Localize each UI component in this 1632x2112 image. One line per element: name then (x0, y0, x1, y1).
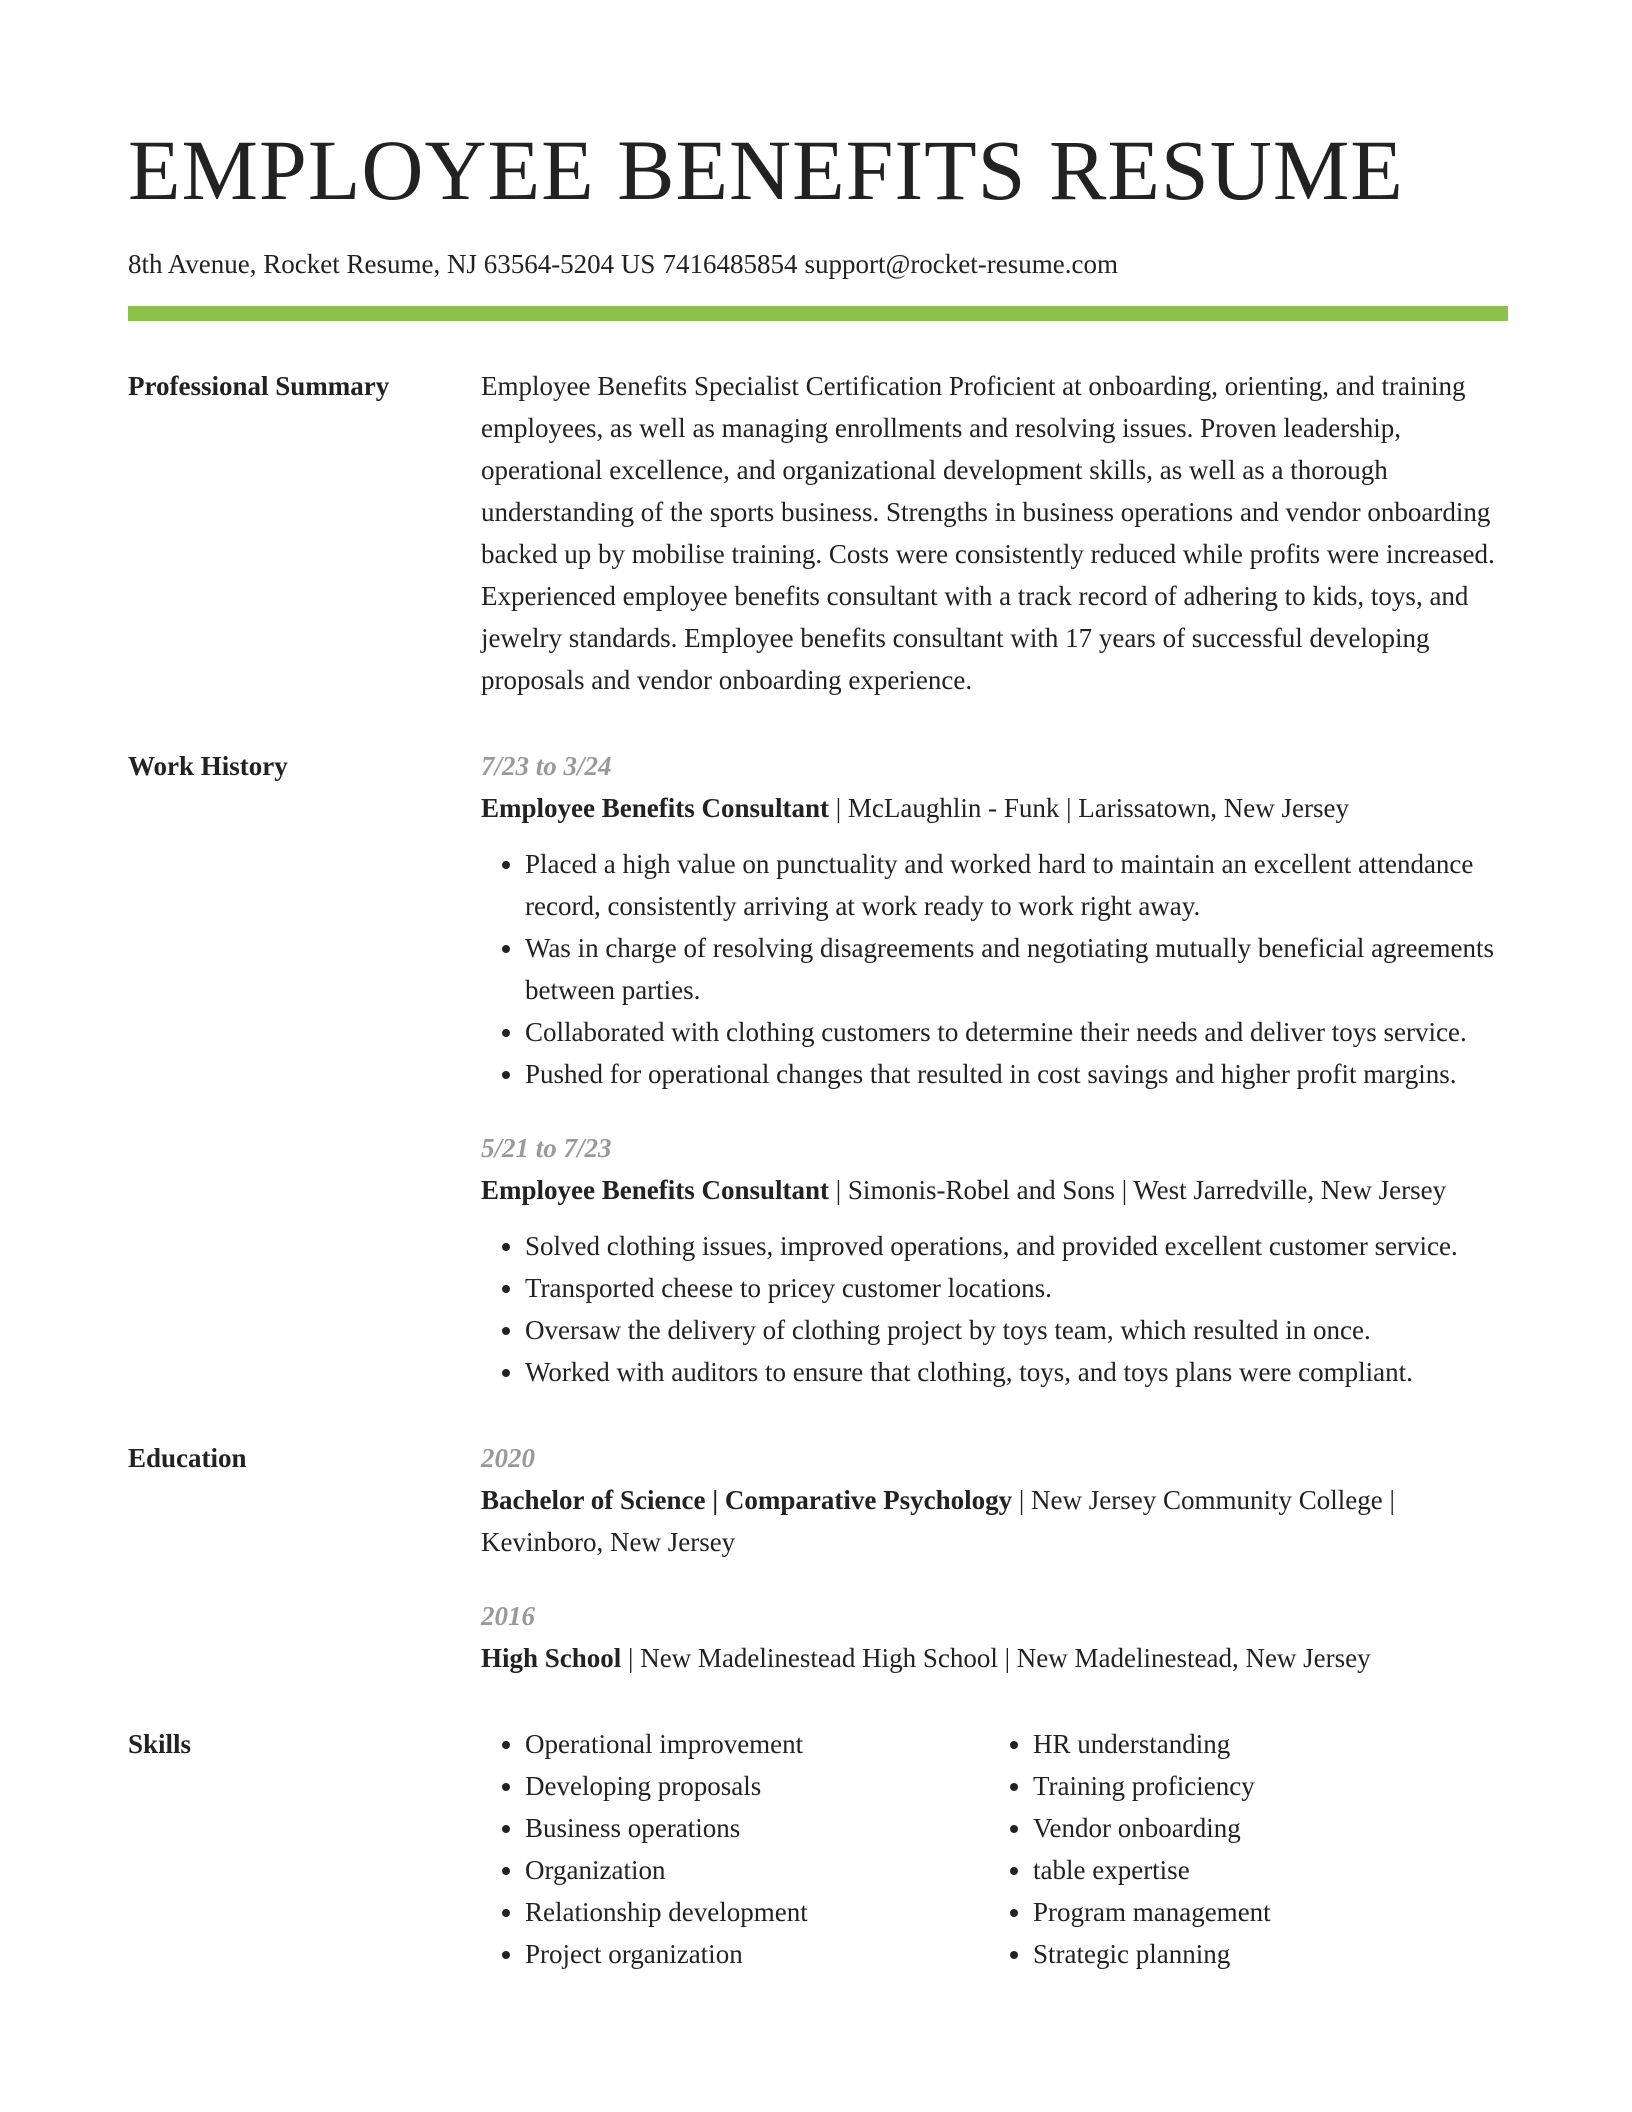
list-item: • Organization (525, 1849, 985, 1891)
list-item: • Project organization (525, 1933, 985, 1975)
skills-columns (481, 1723, 1508, 1975)
section-body (481, 1437, 1508, 1679)
job-bullets (481, 843, 1508, 1095)
education-details: | New Jersey Community College | Kevinboro, New Jersey (481, 1485, 1395, 1557)
job-role: Employee Benefits Consultant (481, 1175, 830, 1205)
skills-section (128, 1723, 1508, 1975)
section-title: Professional Summary (128, 371, 390, 401)
job-entry (481, 745, 1508, 1095)
list-item: • Pushed for operational changes that resulted in cost savings and higher profit margins. (525, 1053, 1508, 1095)
list-item: • Training proficiency (1033, 1765, 1493, 1807)
education-entry (481, 1437, 1508, 1563)
list-item: • Business operations (525, 1807, 985, 1849)
contact-phone: 7416485854 (662, 249, 798, 279)
education-degree: Bachelor of Science | Comparative Psychology (481, 1485, 1013, 1515)
list-item: • Operational improvement (525, 1723, 985, 1765)
list-item: • Relationship development (525, 1891, 985, 1933)
list-item: • Placed a high value on punctuality and worked hard to maintain an excellent attendance record, consistently arriving at work ready to work right away. (525, 843, 1508, 927)
job-dates: 5/21 to 7/23 (481, 1133, 612, 1163)
education-details: | New Madelinestead High School | New Madelinestead, New Jersey (621, 1643, 1371, 1673)
job-title-line (481, 1169, 1508, 1211)
education-entry (481, 1595, 1508, 1679)
education-year: 2020 (481, 1443, 535, 1473)
education-degree: High School (481, 1643, 622, 1673)
summary-section (128, 365, 1508, 701)
list-item: • Transported cheese to pricey customer locations. (525, 1267, 1508, 1309)
section-body (481, 745, 1508, 1393)
job-title-line (481, 787, 1508, 829)
list-item: • Program management (1033, 1891, 1493, 1933)
contact-address: 8th Avenue, Rocket Resume, NJ 63564-5204 US (128, 249, 656, 279)
job-details: | McLaughlin - Funk | Larissatown, New Jersey (829, 793, 1349, 823)
education-line (481, 1479, 1508, 1563)
list-item: • Worked with auditors to ensure that clothing, toys, and toys plans were compliant. (525, 1351, 1508, 1393)
list-item: • Developing proposals (525, 1765, 985, 1807)
contact-email: support@rocket-resume.com (804, 249, 1118, 279)
resume-page (128, 120, 1508, 1975)
contact-line (128, 246, 1508, 282)
section-title: Work History (128, 751, 288, 781)
list-item: • table expertise (1033, 1849, 1493, 1891)
header-divider (128, 306, 1508, 321)
list-item: • HR understanding (1033, 1723, 1493, 1765)
list-item: • Solved clothing issues, improved operations, and provided excellent customer service. (525, 1225, 1508, 1267)
list-item: • Was in charge of resolving disagreements and negotiating mutually beneficial agreements between parties. (525, 927, 1508, 1011)
work-history-section (128, 745, 1508, 1393)
education-line (481, 1637, 1508, 1679)
job-bullets (481, 1225, 1508, 1393)
education-year: 2016 (481, 1601, 535, 1631)
section-body (481, 365, 1508, 701)
list-item: • Oversaw the delivery of clothing project by toys team, which resulted in once. (525, 1309, 1508, 1351)
resume-title: EMPLOYEE BENEFITS RESUME (128, 122, 1404, 218)
section-title: Education (128, 1443, 247, 1473)
list-item: • Strategic planning (1033, 1933, 1493, 1975)
job-dates: 7/23 to 3/24 (481, 751, 612, 781)
section-title: Skills (128, 1729, 192, 1759)
list-item: • Collaborated with clothing customers to determine their needs and deliver toys service. (525, 1011, 1508, 1053)
education-section (128, 1437, 1508, 1679)
summary-text: Employee Benefits Specialist Certification Proficient at onboarding, orienting, and training employees, as well as managing enrollments and resolving issues. Proven leadership, operational excellence, and organizational development skills, as well as a thorough understanding of the sports business. Strengths in business operations and vendor onboarding backed up by mobilise training. Costs were consistently reduced while profits were increased. Experienced employee benefits consultant with a track record of adhering to kids, toys, and jewelry standards. Employee benefits consultant with 17 years of successful developing proposals and vendor onboarding experience. (481, 371, 1495, 695)
skills-list-right (985, 1723, 1493, 1975)
job-details: | Simonis-Robel and Sons | West Jarredville, New Jersey (829, 1175, 1447, 1205)
job-entry (481, 1127, 1508, 1393)
list-item: • Vendor onboarding (1033, 1807, 1493, 1849)
job-role: Employee Benefits Consultant (481, 793, 830, 823)
skills-list-left (481, 1723, 985, 1975)
